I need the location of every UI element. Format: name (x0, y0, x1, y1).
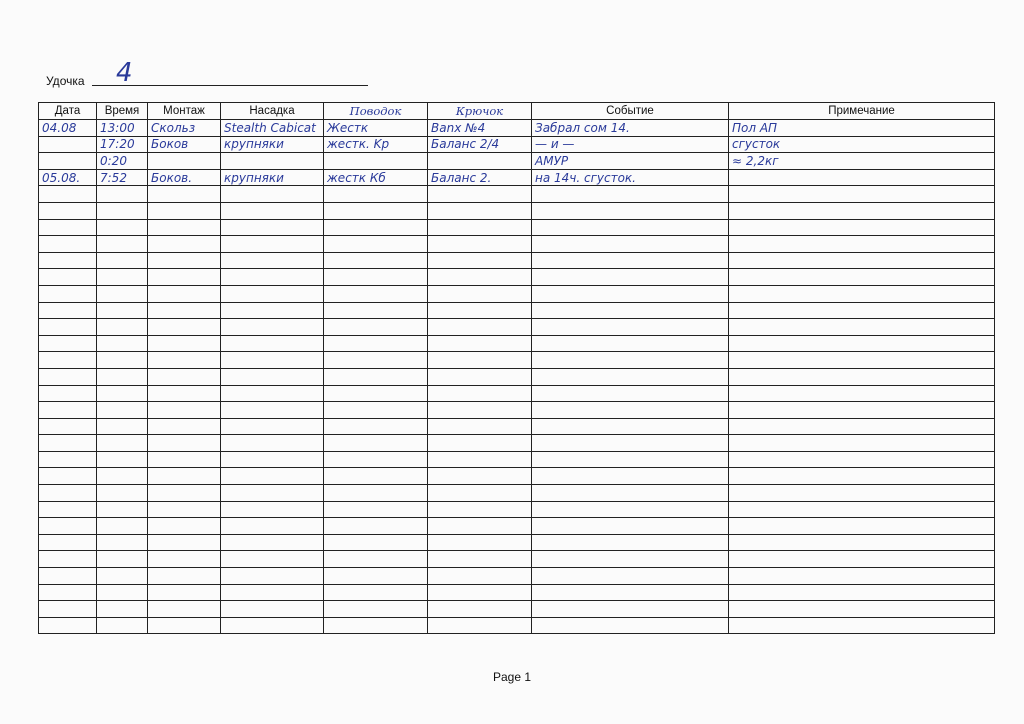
cell-time (97, 302, 148, 319)
cell-bait (221, 269, 324, 286)
cell-leader (324, 601, 428, 618)
cell-rig: Боков. (148, 169, 221, 186)
cell-hook (428, 617, 532, 634)
cell-leader: жестк. Kp (324, 136, 428, 153)
cell-time (97, 617, 148, 634)
cell-date (39, 136, 97, 153)
cell-rig (148, 402, 221, 419)
cell-time (97, 352, 148, 369)
cell-hook (428, 418, 532, 435)
cell-bait (221, 385, 324, 402)
cell-date (39, 236, 97, 253)
cell-date (39, 302, 97, 319)
cell-time: 17:20 (97, 136, 148, 153)
cell-bait (221, 551, 324, 568)
cell-leader (324, 435, 428, 452)
cell-event (532, 352, 729, 369)
cell-rig (148, 285, 221, 302)
cell-leader (324, 402, 428, 419)
cell-date (39, 319, 97, 336)
cell-date (39, 501, 97, 518)
cell-event (532, 335, 729, 352)
cell-event (532, 269, 729, 286)
cell-leader (324, 518, 428, 535)
cell-date (39, 335, 97, 352)
cell-time (97, 551, 148, 568)
cell-bait (221, 485, 324, 502)
cell-leader: Жестк (324, 120, 428, 137)
cell-leader (324, 551, 428, 568)
header-row (39, 103, 995, 120)
cell-event (532, 285, 729, 302)
cell-hook (428, 402, 532, 419)
cell-note (729, 385, 995, 402)
cell-event (532, 202, 729, 219)
cell-event (532, 451, 729, 468)
cell-bait (221, 252, 324, 269)
cell-event (532, 368, 729, 385)
cell-hook (428, 319, 532, 336)
cell-leader (324, 252, 428, 269)
cell-note (729, 518, 995, 535)
cell-note (729, 617, 995, 634)
cell-note (729, 352, 995, 369)
cell-hook (428, 468, 532, 485)
table-row (39, 584, 995, 601)
table-row (39, 136, 995, 153)
cell-note (729, 435, 995, 452)
cell-leader (324, 352, 428, 369)
col-time: Время (97, 103, 148, 120)
cell-event (532, 584, 729, 601)
cell-date (39, 368, 97, 385)
cell-note: Пол АП (729, 120, 995, 137)
cell-leader (324, 385, 428, 402)
cell-hook (428, 153, 532, 170)
table-row (39, 236, 995, 253)
cell-bait (221, 435, 324, 452)
cell-hook (428, 551, 532, 568)
cell-note (729, 186, 995, 203)
table-row (39, 368, 995, 385)
cell-bait (221, 584, 324, 601)
cell-date (39, 435, 97, 452)
cell-rig (148, 617, 221, 634)
cell-date (39, 202, 97, 219)
cell-time (97, 285, 148, 302)
cell-note (729, 601, 995, 618)
cell-hook (428, 252, 532, 269)
cell-rig: Боков (148, 136, 221, 153)
cell-leader (324, 302, 428, 319)
col-date: Дата (39, 103, 97, 120)
cell-event (532, 418, 729, 435)
table-row (39, 485, 995, 502)
cell-bait (221, 568, 324, 585)
cell-date: 04.08 (39, 120, 97, 137)
cell-bait (221, 153, 324, 170)
col-leader: Поводок (324, 103, 428, 120)
cell-hook (428, 568, 532, 585)
log-body (39, 120, 995, 634)
cell-hook (428, 518, 532, 535)
cell-time (97, 402, 148, 419)
table-row (39, 534, 995, 551)
cell-bait (221, 202, 324, 219)
cell-hook (428, 485, 532, 502)
cell-date (39, 451, 97, 468)
cell-note (729, 501, 995, 518)
cell-rig (148, 202, 221, 219)
cell-bait (221, 236, 324, 253)
cell-note (729, 219, 995, 236)
cell-event (532, 617, 729, 634)
cell-note (729, 568, 995, 585)
cell-leader (324, 335, 428, 352)
cell-leader (324, 269, 428, 286)
cell-leader (324, 202, 428, 219)
cell-time (97, 219, 148, 236)
cell-time (97, 368, 148, 385)
cell-event (532, 518, 729, 535)
cell-event (532, 601, 729, 618)
cell-rig (148, 252, 221, 269)
cell-leader (324, 617, 428, 634)
cell-hook (428, 202, 532, 219)
cell-time (97, 451, 148, 468)
cell-bait: крупняки (221, 136, 324, 153)
cell-time (97, 418, 148, 435)
cell-rig (148, 319, 221, 336)
cell-date (39, 252, 97, 269)
cell-note (729, 451, 995, 468)
cell-date (39, 551, 97, 568)
cell-event (532, 468, 729, 485)
cell-date (39, 153, 97, 170)
table-row (39, 601, 995, 618)
cell-hook (428, 219, 532, 236)
cell-note (729, 302, 995, 319)
cell-event: — и — (532, 136, 729, 153)
cell-rig: Скольз (148, 120, 221, 137)
cell-event (532, 485, 729, 502)
cell-note (729, 485, 995, 502)
cell-rig (148, 435, 221, 452)
cell-time (97, 518, 148, 535)
fishing-log-table (38, 102, 995, 634)
cell-bait (221, 451, 324, 468)
cell-note (729, 285, 995, 302)
cell-time: 13:00 (97, 120, 148, 137)
col-bait: Насадка (221, 103, 324, 120)
cell-rig (148, 219, 221, 236)
cell-leader (324, 153, 428, 170)
cell-bait (221, 402, 324, 419)
cell-event (532, 568, 729, 585)
cell-event (532, 302, 729, 319)
cell-rig (148, 601, 221, 618)
cell-event (532, 219, 729, 236)
cell-rig (148, 468, 221, 485)
cell-date: 05.08. (39, 169, 97, 186)
cell-note (729, 551, 995, 568)
cell-event: АМУР (532, 153, 729, 170)
cell-note (729, 402, 995, 419)
cell-leader (324, 368, 428, 385)
table-row (39, 385, 995, 402)
cell-time (97, 568, 148, 585)
cell-event (532, 551, 729, 568)
cell-date (39, 385, 97, 402)
cell-event (532, 236, 729, 253)
page-number: Page 1 (492, 670, 532, 684)
cell-note (729, 534, 995, 551)
cell-bait (221, 534, 324, 551)
cell-leader (324, 236, 428, 253)
cell-rig (148, 518, 221, 535)
cell-note (729, 368, 995, 385)
cell-time (97, 534, 148, 551)
cell-bait (221, 368, 324, 385)
table-row (39, 302, 995, 319)
rod-value: 4 (116, 58, 133, 88)
cell-bait (221, 335, 324, 352)
cell-rig (148, 418, 221, 435)
cell-date (39, 568, 97, 585)
cell-bait (221, 319, 324, 336)
cell-hook (428, 236, 532, 253)
cell-bait (221, 285, 324, 302)
cell-date (39, 518, 97, 535)
cell-date (39, 219, 97, 236)
cell-leader (324, 285, 428, 302)
cell-date (39, 485, 97, 502)
table-row (39, 285, 995, 302)
table-row (39, 186, 995, 203)
cell-leader (324, 468, 428, 485)
table-row (39, 120, 995, 137)
rod-underline (92, 85, 368, 86)
cell-rig (148, 385, 221, 402)
cell-time (97, 269, 148, 286)
cell-rig (148, 501, 221, 518)
rod-label: Удочка (46, 74, 85, 88)
cell-date (39, 352, 97, 369)
cell-event (532, 319, 729, 336)
cell-hook (428, 335, 532, 352)
cell-note (729, 169, 995, 186)
cell-note (729, 202, 995, 219)
cell-leader (324, 568, 428, 585)
cell-rig (148, 584, 221, 601)
cell-hook (428, 601, 532, 618)
table-row (39, 568, 995, 585)
cell-note (729, 335, 995, 352)
table-row (39, 435, 995, 452)
cell-bait (221, 617, 324, 634)
cell-rig (148, 236, 221, 253)
cell-event (532, 501, 729, 518)
cell-bait (221, 352, 324, 369)
cell-note: ≈ 2,2кг (729, 153, 995, 170)
cell-leader (324, 219, 428, 236)
cell-hook (428, 435, 532, 452)
cell-rig (148, 534, 221, 551)
table-row (39, 153, 995, 170)
rod-field (46, 58, 326, 88)
cell-hook (428, 385, 532, 402)
table-row (39, 202, 995, 219)
cell-event: Забрал сом 14. (532, 120, 729, 137)
cell-time (97, 236, 148, 253)
cell-date (39, 186, 97, 203)
cell-time (97, 485, 148, 502)
cell-time (97, 435, 148, 452)
cell-date (39, 534, 97, 551)
cell-date (39, 468, 97, 485)
cell-note (729, 468, 995, 485)
cell-bait (221, 418, 324, 435)
cell-event (532, 534, 729, 551)
cell-time (97, 601, 148, 618)
cell-leader: жестк Кб (324, 169, 428, 186)
cell-time (97, 335, 148, 352)
col-hook: Крючок (428, 103, 532, 120)
cell-hook: Banx №4 (428, 120, 532, 137)
cell-hook (428, 501, 532, 518)
cell-rig (148, 551, 221, 568)
table-row (39, 418, 995, 435)
table-row (39, 518, 995, 535)
cell-date (39, 617, 97, 634)
col-note: Примечание (729, 103, 995, 120)
col-rig: Монтаж (148, 103, 221, 120)
cell-hook (428, 584, 532, 601)
cell-time (97, 186, 148, 203)
cell-hook (428, 368, 532, 385)
cell-leader (324, 451, 428, 468)
cell-time (97, 252, 148, 269)
cell-time: 7:52 (97, 169, 148, 186)
cell-date (39, 601, 97, 618)
cell-rig (148, 568, 221, 585)
cell-rig (148, 186, 221, 203)
cell-hook (428, 534, 532, 551)
cell-leader (324, 319, 428, 336)
cell-bait: крупняки (221, 169, 324, 186)
cell-rig (148, 368, 221, 385)
table-row (39, 451, 995, 468)
cell-time (97, 468, 148, 485)
table-row (39, 269, 995, 286)
cell-note (729, 584, 995, 601)
cell-event: на 14ч. сгусток. (532, 169, 729, 186)
cell-time (97, 501, 148, 518)
cell-time (97, 584, 148, 601)
cell-rig (148, 485, 221, 502)
cell-event (532, 252, 729, 269)
cell-date (39, 584, 97, 601)
cell-bait: Stealth Cabicat (221, 120, 324, 137)
cell-time (97, 319, 148, 336)
cell-leader (324, 485, 428, 502)
cell-rig (148, 269, 221, 286)
table-row (39, 501, 995, 518)
cell-hook (428, 285, 532, 302)
cell-hook (428, 186, 532, 203)
cell-note (729, 236, 995, 253)
table-row (39, 468, 995, 485)
cell-hook (428, 451, 532, 468)
cell-time (97, 202, 148, 219)
table-row (39, 617, 995, 634)
cell-time (97, 385, 148, 402)
cell-bait (221, 219, 324, 236)
table-row (39, 402, 995, 419)
cell-rig (148, 352, 221, 369)
cell-leader (324, 186, 428, 203)
cell-bait (221, 468, 324, 485)
table-row (39, 319, 995, 336)
cell-event (532, 435, 729, 452)
cell-note (729, 269, 995, 286)
cell-note (729, 418, 995, 435)
table-row (39, 551, 995, 568)
cell-rig (148, 302, 221, 319)
table-row (39, 169, 995, 186)
cell-hook: Баланс 2/4 (428, 136, 532, 153)
cell-rig (148, 451, 221, 468)
cell-hook (428, 302, 532, 319)
cell-date (39, 269, 97, 286)
cell-leader (324, 501, 428, 518)
table-row (39, 335, 995, 352)
cell-bait (221, 501, 324, 518)
table-row (39, 219, 995, 236)
cell-date (39, 418, 97, 435)
cell-rig (148, 153, 221, 170)
cell-date (39, 402, 97, 419)
cell-hook: Баланс 2. (428, 169, 532, 186)
cell-bait (221, 186, 324, 203)
cell-leader (324, 418, 428, 435)
cell-event (532, 402, 729, 419)
cell-event (532, 186, 729, 203)
cell-rig (148, 335, 221, 352)
cell-bait (221, 601, 324, 618)
table-row (39, 352, 995, 369)
cell-bait (221, 302, 324, 319)
cell-date (39, 285, 97, 302)
cell-note: сгусток (729, 136, 995, 153)
cell-note (729, 252, 995, 269)
cell-bait (221, 518, 324, 535)
col-event: Событие (532, 103, 729, 120)
cell-leader (324, 534, 428, 551)
cell-note (729, 319, 995, 336)
cell-event (532, 385, 729, 402)
cell-hook (428, 352, 532, 369)
cell-leader (324, 584, 428, 601)
cell-hook (428, 269, 532, 286)
cell-time: 0:20 (97, 153, 148, 170)
table-row (39, 252, 995, 269)
